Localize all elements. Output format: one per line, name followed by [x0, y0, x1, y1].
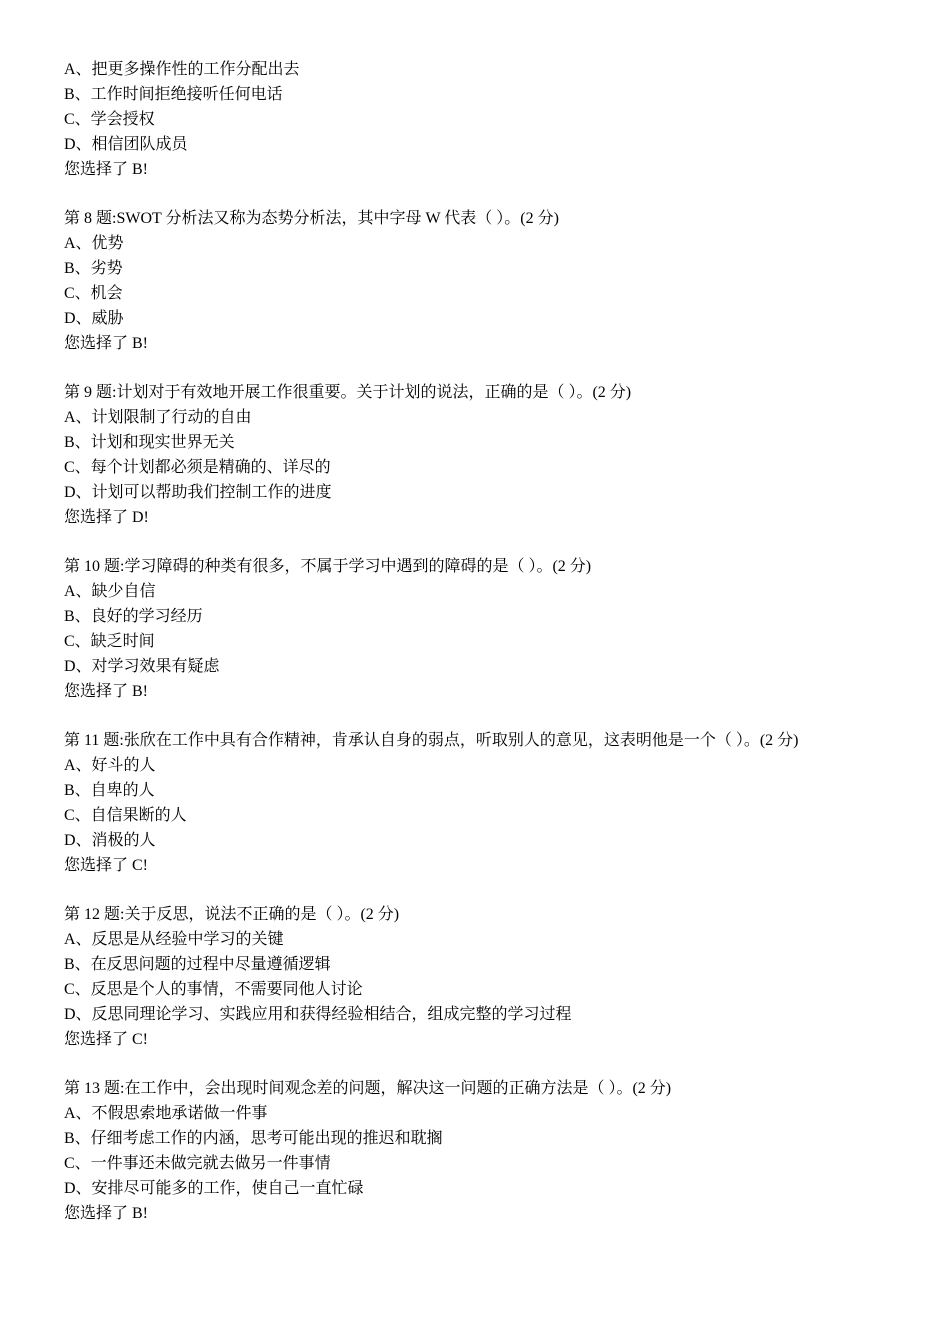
selected-answer: 您选择了 D! [64, 509, 149, 526]
option-b: B、计划和现实世界无关 [64, 434, 235, 451]
option-b: B、在反思问题的过程中尽量遵循逻辑 [64, 956, 331, 973]
option-a: A、把更多操作性的工作分配出去 [64, 61, 300, 78]
selected-answer: 您选择了 B! [64, 335, 149, 352]
option-a: A、计划限制了行动的自由 [64, 409, 252, 426]
option-b: B、自卑的人 [64, 782, 155, 799]
option-b: B、仔细考虑工作的内涵，思考可能出现的推迟和耽搁 [64, 1130, 443, 1147]
option-c: C、每个计划都必须是精确的、详尽的 [64, 459, 331, 476]
question-stem: 第 10 题:学习障碍的种类有很多，不属于学习中遇到的障碍的是（ ）。(2 分) [64, 558, 592, 575]
question-block-10 [64, 554, 924, 704]
option-a: A、不假思索地承诺做一件事 [64, 1105, 268, 1122]
option-a: A、缺少自信 [64, 583, 156, 600]
question-stem: 第 11 题:张欣在工作中具有合作精神，肯承认自身的弱点，听取别人的意见，这表明他是一个（ ）。(2 分) [64, 732, 799, 749]
question-block-8 [64, 206, 924, 356]
question-block-7-tail [64, 57, 924, 182]
option-c: C、一件事还未做完就去做另一件事情 [64, 1155, 331, 1172]
selected-answer: 您选择了 B! [64, 161, 149, 178]
option-b: B、良好的学习经历 [64, 608, 203, 625]
option-a: A、反思是从经验中学习的关键 [64, 931, 284, 948]
option-c: C、机会 [64, 285, 123, 302]
question-stem: 第 9 题:计划对于有效地开展工作很重要。关于计划的说法，正确的是（ ）。(2 分) [64, 384, 632, 401]
option-d: D、威胁 [64, 310, 124, 327]
document-page [64, 57, 924, 1250]
option-a: A、好斗的人 [64, 757, 156, 774]
question-block-11 [64, 728, 924, 878]
option-a: A、优势 [64, 235, 124, 252]
selected-answer: 您选择了 C! [64, 857, 149, 874]
option-c: C、缺乏时间 [64, 633, 155, 650]
selected-answer: 您选择了 B! [64, 1205, 149, 1222]
question-stem: 第 12 题:关于反思，说法不正确的是（ ）。(2 分) [64, 906, 400, 923]
option-c: C、自信果断的人 [64, 807, 187, 824]
option-d: D、消极的人 [64, 832, 156, 849]
selected-answer: 您选择了 C! [64, 1031, 149, 1048]
question-stem: 第 13 题:在工作中，会出现时间观念差的问题，解决这一问题的正确方法是（ ）。(2 分) [64, 1080, 672, 1097]
option-b: B、工作时间拒绝接听任何电话 [64, 86, 283, 103]
question-stem: 第 8 题:SWOT 分析法又称为态势分析法，其中字母 W 代表（ ）。(2 分) [64, 210, 559, 227]
option-b: B、劣势 [64, 260, 123, 277]
question-block-13 [64, 1076, 924, 1226]
option-d: D、反思同理论学习、实践应用和获得经验相结合，组成完整的学习过程 [64, 1006, 572, 1023]
question-block-12 [64, 902, 924, 1052]
option-d: D、对学习效果有疑虑 [64, 658, 220, 675]
selected-answer: 您选择了 B! [64, 683, 149, 700]
option-d: D、安排尽可能多的工作，使自己一直忙碌 [64, 1180, 364, 1197]
option-c: C、反思是个人的事情，不需要同他人讨论 [64, 981, 363, 998]
option-d: D、相信团队成员 [64, 136, 188, 153]
option-c: C、学会授权 [64, 111, 155, 128]
option-d: D、计划可以帮助我们控制工作的进度 [64, 484, 332, 501]
question-block-9 [64, 380, 924, 530]
